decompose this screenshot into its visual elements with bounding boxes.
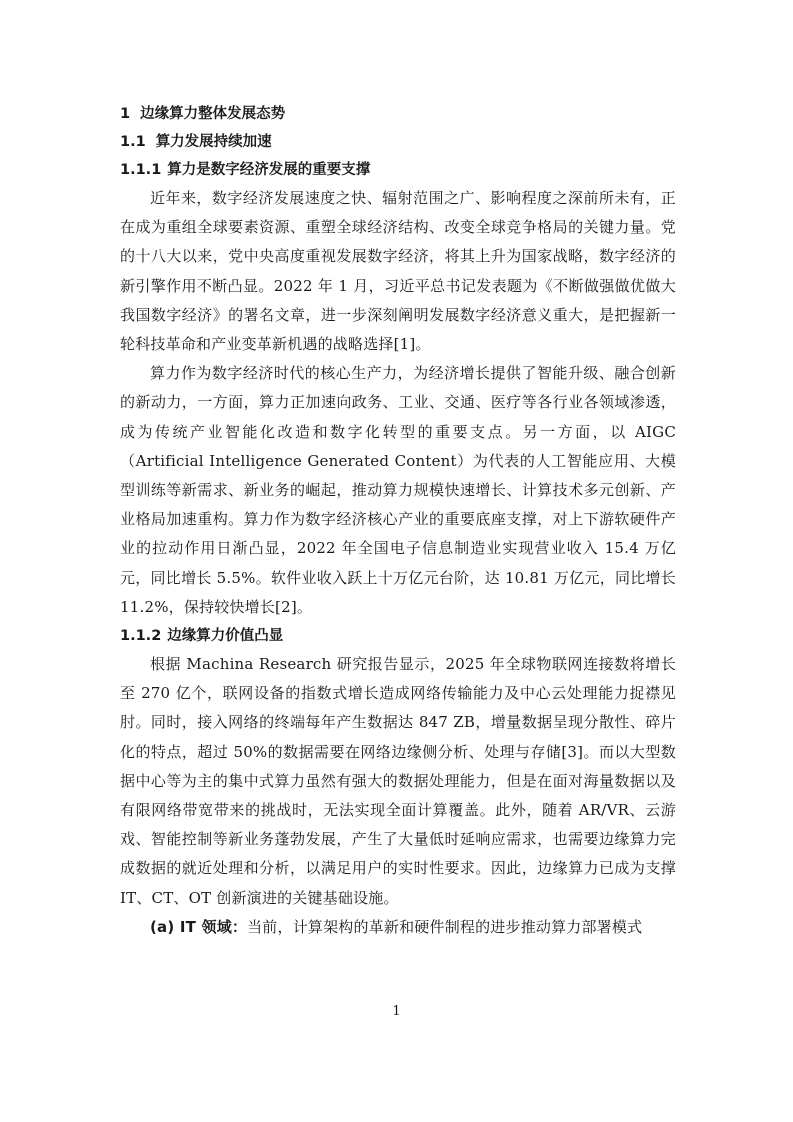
heading-level-2 — [120, 128, 676, 156]
heading-text: 边缘算力价值凸显 — [167, 628, 284, 645]
heading-number: 1.1 — [120, 134, 146, 150]
heading-level-1 — [120, 100, 676, 128]
heading-text: 算力发展持续加速 — [155, 134, 272, 150]
heading-text: 边缘算力整体发展态势 — [140, 106, 286, 122]
document-page — [120, 96, 676, 942]
heading-text: 算力是数字经济发展的重要支撑 — [167, 162, 371, 178]
paragraph: 算力作为数字经济时代的核心生产力，为经济增长提供了智能升级、融合创新的新动力，一方面，算力正加速向政务、工业、交通、医疗等各行业各领域渗透，成为传统产业智能化改造和数字化转型的重要支点。另一方面，以 AIGC（Artificial Intelligence Generated Content）为代表的人工智能应用、大模型训练等新需求、新业务的崛起，推动算力规模快速增长、计算技术多元创新、产业格局加速重构。算力作为数字经济核心产业的重要底座支撑，对上下游软硬件产业的拉动作用日渐凸显，2022 年全国电子信息制造业实现营业收入 15.4 万亿元，同比增长 5.5%。软件业收入跃上十万亿元台阶，达 10.81 万亿元，同比增长 11.2%，保持较快增长[2]。 — [120, 364, 676, 616]
heading-number: 1.1.1 — [120, 162, 162, 178]
paragraph — [120, 913, 676, 942]
heading-level-3 — [120, 622, 676, 650]
paragraph-lead: (a) IT 领域： — [150, 917, 248, 936]
heading-number: 1.1.2 — [120, 628, 162, 645]
page-number: 1 — [392, 1004, 401, 1019]
heading-number: 1 — [120, 106, 131, 122]
paragraph-text: 当前，计算架构的革新和硬件制程的进步推动算力部署模式 — [247, 917, 643, 936]
paragraph: 根据 Machina Research 研究报告显示，2025 年全球物联网连接数将增长至 270 亿个，联网设备的指数式增长造成网络传输能力及中心云处理能力捉襟见肘。同时，接入网络的终端每年产生数据达 847 ZB，增量数据呈现分散性、碎片化的特点，超过 50%的数据需要在网络边缘侧分析、处理与存储[3]。而以大型数据中心等为主的集中式算力虽然有强大的数据处理能力，但是在面对海量数据以及有限网络带宽带来的挑战时，无法实现全面计算覆盖。此外，随着 AR/VR、云游戏、智能控制等新业务蓬勃发展，产生了大量低时延响应需求，也需要边缘算力完成数据的就近处理和分析，以满足用户的实时性要求。因此，边缘算力已成为支撑 IT、CT、OT 创新演进的关键基础设施。 — [120, 655, 676, 907]
heading-level-3 — [120, 156, 676, 184]
paragraph: 近年来，数字经济发展速度之快、辐射范围之广、影响程度之深前所未有，正在成为重组全球要素资源、重塑全球经济结构、改变全球竞争格局的关键力量。党的十八大以来，党中央高度重视发展数字经济，将其上升为国家战略，数字经济的新引擎作用不断凸显。2022 年 1 月，习近平总书记发表题为《不断做强做优做大我国数字经济》的署名文章，进一步深刻阐明发展数字经济意义重大，是把握新一轮科技革命和产业变革新机遇的战略选择[1]。 — [120, 189, 676, 354]
